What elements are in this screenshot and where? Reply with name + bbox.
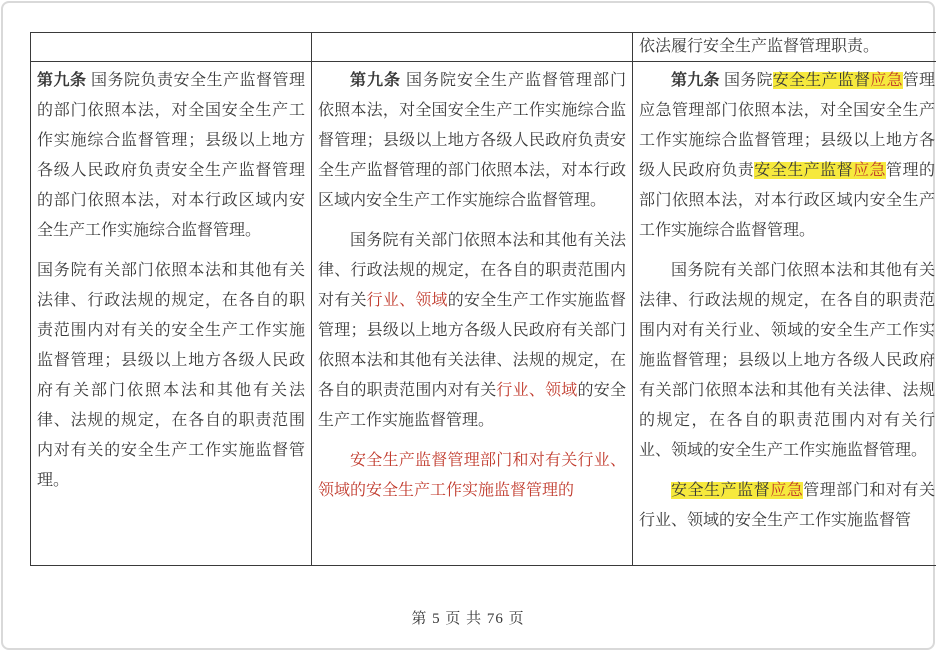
paragraph bbox=[639, 66, 935, 246]
revision-text: 行业、领域 bbox=[366, 292, 448, 309]
text-run: 第九条 bbox=[350, 72, 406, 89]
comparison-table bbox=[30, 32, 936, 566]
article-cell-middle bbox=[312, 62, 633, 566]
top-cell-middle bbox=[312, 33, 633, 62]
text-run: 管理应急管理部门依照本法，对全国安全生产工作实施综合监督管理；县级以上地方各级人民政府负责 bbox=[639, 72, 935, 179]
highlighted-text: 安全生产监督 bbox=[754, 162, 854, 179]
table-row-top bbox=[31, 33, 936, 62]
text-run: 第九条 bbox=[37, 72, 91, 89]
text-run: 第九条 bbox=[671, 72, 724, 89]
text-run: 国务院有关部门依照本法和其他有关法律、行政法规的规定，在各自的职责范围内对有关 bbox=[318, 232, 626, 309]
text-run: 管理部门和对有关行业、领域的安全生产工作实施监督管 bbox=[639, 482, 935, 529]
text-run: 国务院 bbox=[723, 72, 773, 89]
text-run: 国务院有关部门依照本法和其他有关法律、行政法规的规定，在各自的职责范围内对有关的安全生产工作实施监督管理；县级以上地方各级人民政府有关部门依照本法和其他有关法律、法规的规定，在各自的职责范围内对有关的安全生产工作实施监督管理。 bbox=[37, 262, 305, 489]
highlighted-text: 应急 bbox=[853, 162, 887, 179]
paragraph bbox=[318, 66, 626, 216]
paragraph bbox=[37, 256, 305, 496]
highlighted-text: 安全生产监督 bbox=[671, 482, 771, 499]
revision-text: 安全生产监督管理部门和对有关行业、领域的安全生产工作实施监督管理的 bbox=[318, 452, 626, 499]
top-cell-left bbox=[31, 33, 312, 62]
text-run: 国务院安全生产监督管理部门依照本法，对全国安全生产工作实施综合监督管理；县级以上地方各级人民政府负责安全生产监督管理的部门依照本法，对本行政区域内安全生产工作实施综合监督管理。 bbox=[318, 72, 626, 209]
page-number: 第 5 页 共 76 页 bbox=[411, 611, 525, 627]
text-run: 的安全生产工作实施监督管理。 bbox=[318, 382, 626, 429]
table-row-body bbox=[31, 62, 936, 566]
paragraph bbox=[37, 66, 305, 246]
article-cell-left bbox=[31, 62, 312, 566]
paragraph bbox=[639, 476, 935, 536]
highlighted-text: 应急 bbox=[870, 72, 903, 89]
text-run: 管理的部门依照本法，对本行政区域内安全生产工作实施综合监督管理。 bbox=[639, 162, 935, 239]
highlighted-text: 安全生产监督 bbox=[772, 72, 871, 89]
paragraph bbox=[318, 446, 626, 506]
article-cell-right bbox=[633, 62, 936, 566]
highlighted-text: 应急 bbox=[770, 482, 804, 499]
text-run: 的安全生产工作实施监督管理；县级以上地方各级人民政府有关部门依照本法和其他有关法律、法规的规定，在各自的职责范围内对有关 bbox=[318, 292, 626, 399]
paragraph bbox=[318, 226, 626, 436]
revision-text: 行业、领域 bbox=[496, 382, 578, 399]
text-run: 国务院负责安全生产监督管理的部门依照本法，对全国安全生产工作实施综合监督管理；县级以上地方各级人民政府负责安全生产监督管理的部门依照本法，对本行政区域内安全生产工作实施综合监督管理。 bbox=[37, 72, 305, 239]
paragraph bbox=[639, 256, 935, 466]
top-cell-right: 依法履行安全生产监督管理职责。 bbox=[633, 33, 936, 62]
text-run: 国务院有关部门依照本法和其他有关法律、行政法规的规定，在各自的职责范围内对有关行业、领域的安全生产工作实施监督管理；县级以上地方各级人民政府有关部门依照本法和其他有关法律、法规的规定，在各自的职责范围内对有关行业、领域的安全生产工作实施监督管理。 bbox=[639, 262, 935, 459]
